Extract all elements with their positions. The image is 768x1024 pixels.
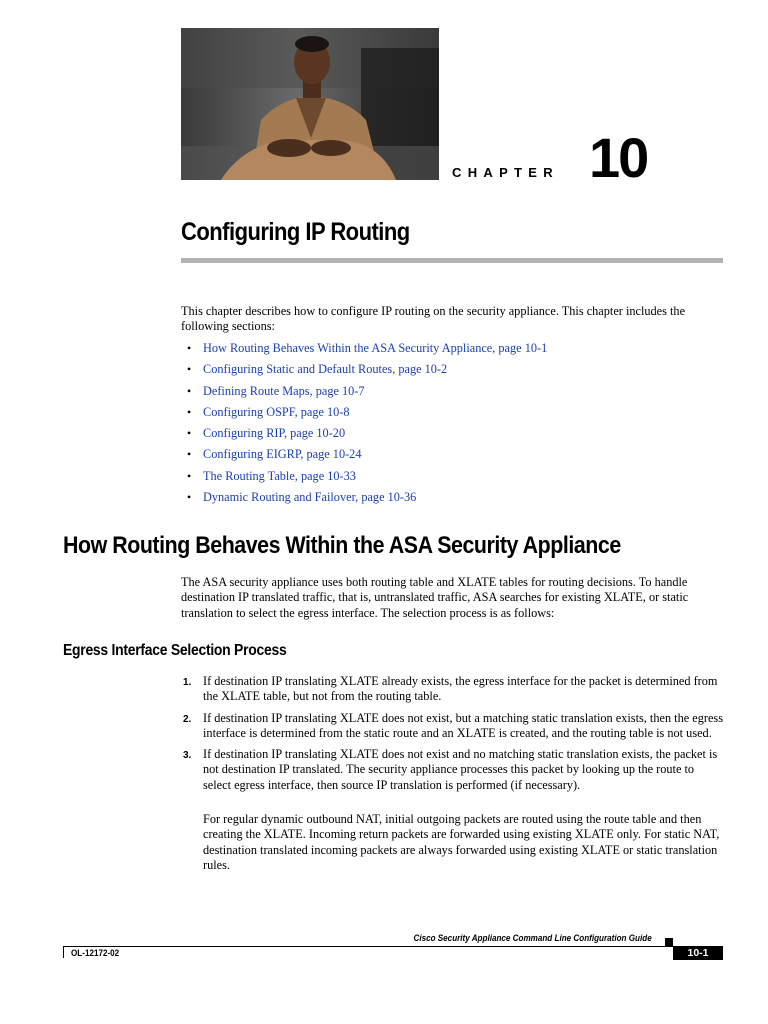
section-link[interactable]: Configuring RIP, page 10-20 (203, 426, 346, 441)
person-photo-illustration (181, 28, 439, 180)
bullet-icon: • (187, 404, 192, 419)
bullet-icon: • (187, 447, 192, 462)
chapter-label: CHAPTER (452, 165, 559, 180)
page-number: 10-1 (673, 946, 723, 960)
list-item (181, 340, 723, 361)
step-number: 3. (183, 750, 192, 762)
footer-doc-code: OL-12172-02 (71, 948, 120, 958)
section-link[interactable]: Configuring OSPF, page 10-8 (203, 404, 350, 419)
list-item (181, 711, 723, 742)
list-item (181, 468, 723, 489)
chapter-title: Configuring IP Routing (181, 218, 410, 246)
list-item (181, 747, 723, 793)
list-item (181, 674, 723, 705)
section-paragraph: The ASA security appliance uses both routing table and XLATE tables for routing decisions. To handle destination IP translated traffic, that is, untranslated traffic, ASA searches for existing XLATE, or static translation to select the egress interface. The selection process is as follows: (181, 575, 689, 620)
step-text: If destination IP translating XLATE does not exist and no matching static translation exists, the packet is not destination IP translated. The security appliance processes this packet by looking up the route to select egress interface, then source IP translation is performed (if necessary). (203, 747, 718, 792)
bullet-icon: • (187, 341, 192, 355)
list-item (181, 446, 723, 467)
footer-marker (665, 938, 673, 946)
intro-paragraph: This chapter describes how to configure IP routing on the security appliance. This chapter includes the following sections: (181, 304, 686, 333)
bullet-icon: • (187, 362, 192, 377)
section-link-list (181, 340, 723, 510)
section-link[interactable]: Configuring Static and Default Routes, page 10-2 (203, 362, 448, 377)
bullet-icon: • (187, 468, 192, 483)
footer-divider (63, 946, 723, 947)
footer-guide-title: Cisco Security Appliance Command Line Configuration Guide (413, 933, 652, 943)
chapter-photo (181, 28, 439, 180)
section-link[interactable]: Configuring EIGRP, page 10-24 (203, 447, 362, 462)
step-number: 2. (183, 713, 192, 725)
followup-paragraph: For regular dynamic outbound NAT, initial outgoing packets are routed using the route table and then creating the XLATE. Incoming return packets are forwarded using existing XLATE only. For static NAT, destination translated incoming packets are always forwarded using existing XLATE or static translation rules. (203, 812, 720, 872)
steps-list (181, 674, 723, 799)
chapter-number: 10 (589, 126, 648, 189)
list-item (181, 489, 723, 510)
section-heading: How Routing Behaves Within the ASA Security Appliance (63, 532, 621, 559)
step-text: If destination IP translating XLATE does not exist, but a matching static translation exists, then the egress interface is determined from the static route and an XLATE is created, and the routing table is not used. (203, 710, 724, 740)
section-link[interactable]: The Routing Table, page 10-33 (203, 468, 356, 483)
step-text: If destination IP translating XLATE already exists, the egress interface for the packet is determined from the XLATE table, but not from the routing table. (203, 674, 718, 704)
title-divider (181, 258, 723, 263)
list-item (181, 361, 723, 382)
list-item (181, 425, 723, 446)
subsection-heading: Egress Interface Selection Process (63, 642, 287, 659)
bullet-icon: • (187, 490, 192, 505)
bullet-icon: • (187, 383, 192, 398)
step-number: 1. (183, 677, 192, 688)
list-item (181, 383, 723, 404)
footer-tick (63, 946, 64, 958)
section-link[interactable]: How Routing Behaves Within the ASA Security Appliance, page 10-1 (203, 341, 548, 355)
bullet-icon: • (187, 426, 192, 441)
section-link[interactable]: Defining Route Maps, page 10-7 (203, 383, 365, 398)
list-item (181, 404, 723, 425)
section-link[interactable]: Dynamic Routing and Failover, page 10-36 (203, 490, 417, 505)
